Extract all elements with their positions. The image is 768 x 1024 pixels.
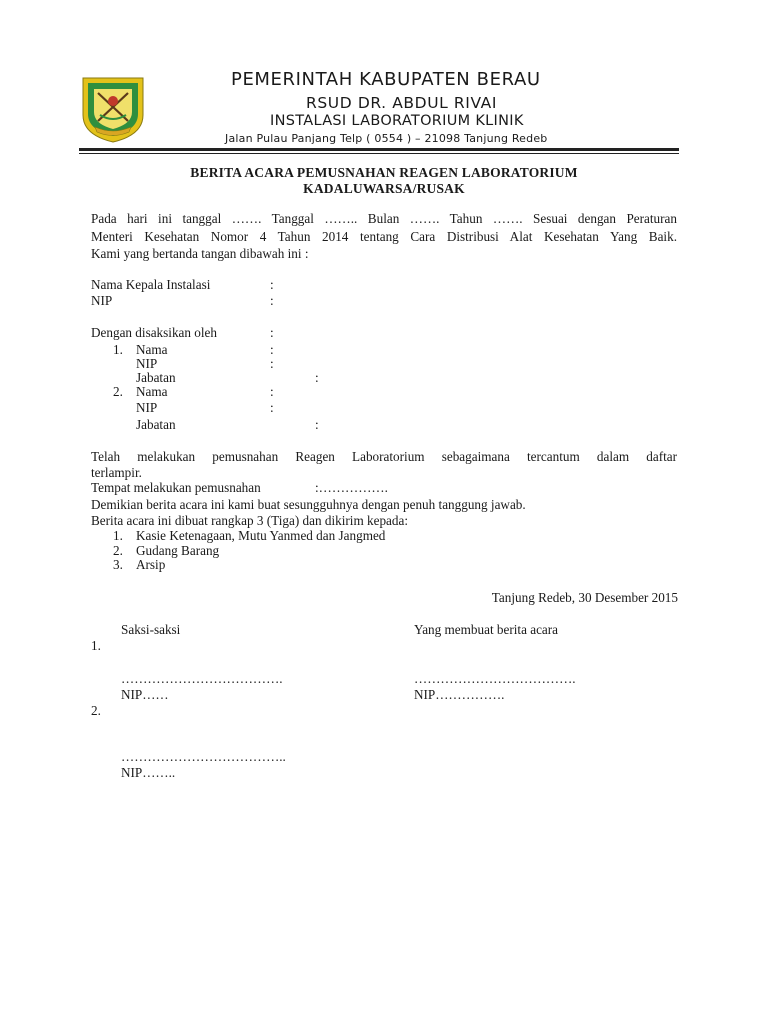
recipient-2-text: Gudang Barang: [136, 543, 220, 558]
witness-1-jabatan-label: Jabatan: [136, 370, 176, 385]
kepala-name-label: Nama Kepala Instalasi: [91, 277, 211, 292]
kepala-nip-label: NIP: [91, 293, 113, 308]
recipient-1-number: 1.: [113, 528, 123, 543]
witness-2-nip: NIP……..: [121, 765, 176, 780]
closing-line-5: Berita acara ini dibuat rangkap 3 (Tiga) dan dikirim kepada:: [91, 513, 409, 528]
header-divider-thick: [79, 148, 679, 151]
witness-1-nip: NIP……: [121, 687, 169, 702]
witness-1-nama-label: Nama: [136, 342, 168, 357]
header-address: Jalan Pulau Panjang Telp ( 0554 ) – 21098 Tanjung Redeb: [225, 132, 548, 145]
recipient-2-number: 2.: [113, 543, 123, 558]
maker-signature-line: ……………………………….: [414, 671, 576, 686]
witness-2-jabatan-label: Jabatan: [136, 417, 176, 432]
kepala-nip-colon: :: [270, 293, 274, 308]
witness-signature-2-number: 2.: [91, 703, 101, 718]
witness-2-jabatan-colon: :: [315, 417, 319, 432]
witness-1-nip-label: NIP: [136, 356, 158, 371]
closing-line-2: terlampir.: [91, 465, 142, 480]
witness-1-signature-line: ……………………………….: [121, 671, 283, 686]
saksi-heading-colon: :: [270, 325, 274, 340]
header-hospital-name: RSUD DR. ABDUL RIVAI: [306, 94, 498, 112]
witness-1-jabatan-colon: :: [315, 370, 319, 385]
witness-2-number: 2.: [113, 384, 123, 399]
witness-signature-1-number: 1.: [91, 638, 101, 653]
berau-regency-emblem-icon: [80, 75, 146, 145]
witness-1-number: 1.: [113, 342, 123, 357]
witness-1-nama-colon: :: [270, 342, 274, 357]
closing-line-1: Telah melakukan pemusnahan Reagen Laboratorium sebagaimana tercantum dalam daftar: [91, 449, 677, 464]
header-divider-thin: [79, 153, 679, 154]
witness-2-nip-colon: :: [270, 400, 274, 415]
witnesses-heading: Saksi-saksi: [121, 622, 181, 637]
header-government-name: PEMERINTAH KABUPATEN BERAU: [231, 69, 541, 90]
maker-heading: Yang membuat berita acara: [414, 622, 559, 637]
tempat-label: Tempat melakukan pemusnahan: [91, 480, 261, 495]
witness-2-signature-line: ………………………………..: [121, 749, 286, 764]
witness-2-nama-colon: :: [270, 384, 274, 399]
closing-line-4: Demikian berita acara ini kami buat sesungguhnya dengan penuh tanggung jawab.: [91, 497, 526, 512]
witness-2-nama-label: Nama: [136, 384, 168, 399]
maker-nip: NIP…………….: [414, 687, 505, 702]
witness-1-nip-colon: :: [270, 356, 274, 371]
intro-line-2: Menteri Kesehatan Nomor 4 Tahun 2014 tentang Cara Distribusi Alat Kesehatan Yang Baik.: [91, 229, 677, 244]
header-unit-name: INSTALASI LABORATORIUM KLINIK: [270, 113, 524, 129]
recipient-1-text: Kasie Ketenagaan, Mutu Yanmed dan Jangmed: [136, 528, 386, 543]
document-title-line2: KADALUWARSA/RUSAK: [303, 181, 465, 196]
document-title-line1: BERITA ACARA PEMUSNAHAN REAGEN LABORATORIUM: [190, 165, 578, 180]
witness-2-nip-label: NIP: [136, 400, 158, 415]
intro-line-1: Pada hari ini tanggal ……. Tanggal …….. Bulan ……. Tahun ……. Sesuai dengan Peraturan: [91, 211, 677, 226]
saksi-heading: Dengan disaksikan oleh: [91, 325, 217, 340]
tempat-value: :…………….: [315, 480, 388, 495]
intro-line-3: Kami yang bertanda tangan dibawah ini :: [91, 246, 309, 261]
recipient-3-number: 3.: [113, 557, 123, 572]
recipient-3-text: Arsip: [136, 557, 166, 572]
kepala-name-colon: :: [270, 277, 274, 292]
place-and-date: Tanjung Redeb, 30 Desember 2015: [491, 590, 678, 605]
